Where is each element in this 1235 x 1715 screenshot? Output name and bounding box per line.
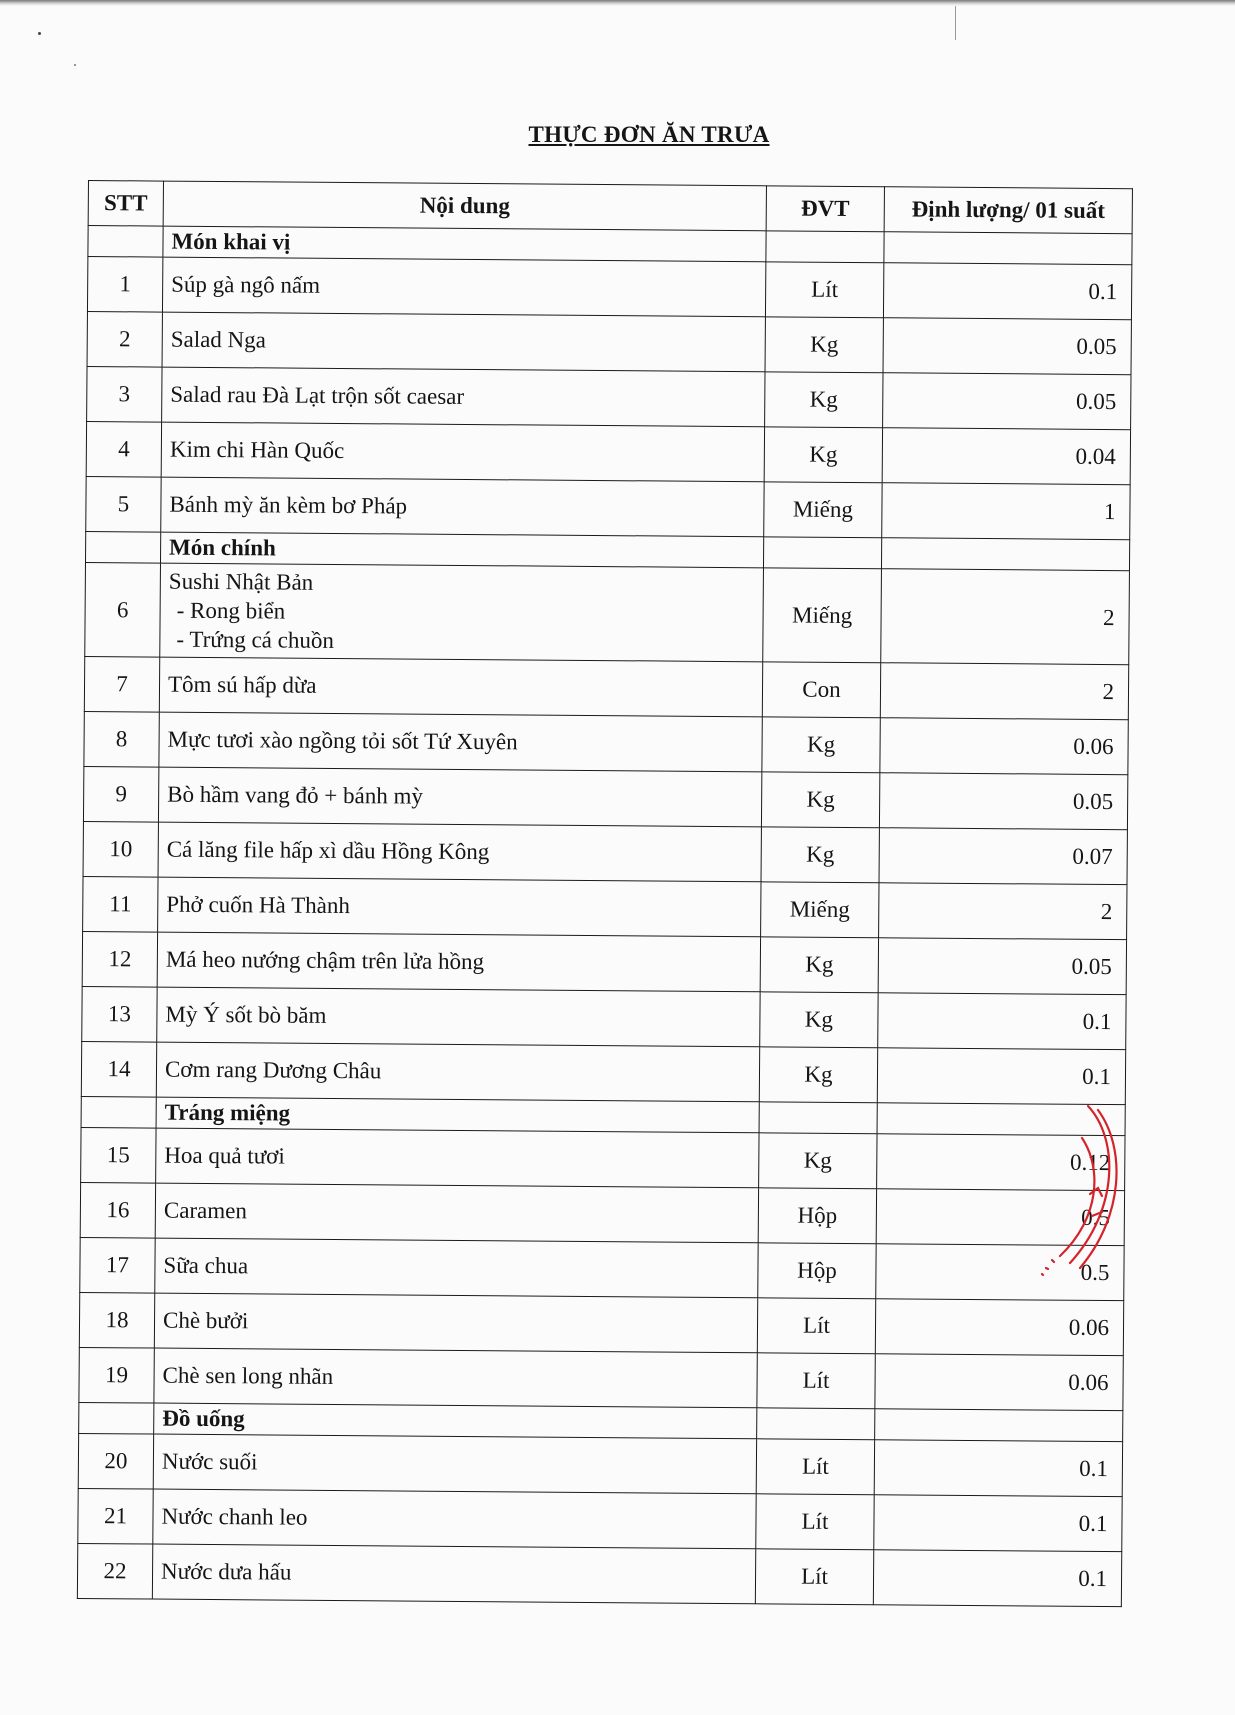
item-unit: Miếng xyxy=(764,482,882,538)
item-quantity: 0.1 xyxy=(877,1048,1125,1105)
item-unit: Lít xyxy=(755,1549,873,1605)
item-quantity: 0.05 xyxy=(878,938,1126,995)
table-row xyxy=(84,711,1128,774)
item-name: Salad Nga xyxy=(162,312,765,372)
item-quantity: 0.07 xyxy=(879,828,1127,885)
item-stt: 21 xyxy=(78,1488,153,1544)
item-quantity: 0.5 xyxy=(876,1189,1124,1246)
item-unit: Kg xyxy=(759,1047,877,1103)
item-unit: Kg xyxy=(762,717,880,773)
item-quantity: 0.1 xyxy=(883,263,1131,320)
section-unit-empty xyxy=(759,1102,877,1134)
item-name: Kim chi Hàn Quốc xyxy=(161,422,764,482)
item-stt: 8 xyxy=(84,711,159,767)
table-row xyxy=(81,1041,1125,1104)
section-stt-empty xyxy=(88,226,163,258)
item-name: Bánh mỳ ăn kèm bơ Pháp xyxy=(161,477,764,537)
table-row xyxy=(80,1182,1124,1245)
item-name: Chè sen long nhãn xyxy=(154,1348,757,1408)
item-sub-component: - Trứng cá chuồn xyxy=(176,626,334,653)
item-stt: 15 xyxy=(81,1127,156,1183)
item-quantity: 0.1 xyxy=(873,1550,1121,1607)
item-name: Bò hầm vang đỏ + bánh mỳ xyxy=(158,767,761,827)
table-row xyxy=(85,562,1130,664)
item-stt: 12 xyxy=(82,931,157,987)
item-quantity: 0.05 xyxy=(879,773,1127,830)
item-name: Mỳ Ý sốt bò băm xyxy=(157,987,760,1047)
item-stt: 6 xyxy=(85,562,161,657)
item-name: Sữa chua xyxy=(155,1238,758,1298)
section-title: Món chính xyxy=(160,532,763,568)
header-quantity: Định lượng/ 01 suất xyxy=(884,187,1132,234)
section-unit-empty xyxy=(763,537,881,569)
item-quantity: 0.04 xyxy=(882,428,1130,485)
item-unit: Lít xyxy=(765,262,883,318)
item-unit: Hộp xyxy=(758,1243,876,1299)
section-stt-empty xyxy=(81,1096,156,1128)
item-unit: Kg xyxy=(761,827,879,883)
table-row xyxy=(77,1543,1121,1606)
item-stt: 10 xyxy=(83,821,158,877)
item-unit: Kg xyxy=(765,317,883,373)
section-unit-empty xyxy=(757,1408,875,1440)
item-unit: Lít xyxy=(757,1353,875,1409)
section-title: Món khai vị xyxy=(163,226,766,262)
item-quantity: 0.5 xyxy=(876,1244,1124,1301)
item-name: Tôm sú hấp dừa xyxy=(159,657,762,717)
item-stt: 14 xyxy=(81,1041,156,1097)
item-unit: Lít xyxy=(756,1494,874,1550)
item-name: Súp gà ngô nấm xyxy=(162,257,765,317)
item-name: Mực tươi xào ngồng tỏi sốt Tứ Xuyên xyxy=(159,712,762,772)
item-quantity: 0.1 xyxy=(874,1495,1122,1552)
item-name: Chè bưởi xyxy=(154,1293,757,1353)
item-quantity: 2 xyxy=(880,663,1128,720)
item-stt: 5 xyxy=(86,476,161,532)
header-unit: ĐVT xyxy=(766,186,884,232)
item-quantity: 0.05 xyxy=(883,373,1131,430)
item-name: Cơm rang Dương Châu xyxy=(156,1042,759,1102)
item-quantity: 0.05 xyxy=(883,318,1131,375)
item-name: Nước dưa hấu xyxy=(152,1544,755,1604)
item-stt: 18 xyxy=(79,1292,154,1348)
section-qty-empty xyxy=(881,538,1129,571)
item-stt: 2 xyxy=(87,311,162,367)
scan-artifact xyxy=(955,6,956,40)
section-stt-empty xyxy=(85,531,160,563)
item-stt: 11 xyxy=(83,876,158,932)
scan-speck xyxy=(38,32,41,35)
section-qty-empty xyxy=(875,1409,1123,1442)
item-name: Caramen xyxy=(155,1183,758,1243)
item-stt: 4 xyxy=(86,421,161,477)
table-row xyxy=(82,986,1126,1049)
item-quantity: 0.1 xyxy=(874,1440,1122,1497)
item-stt: 7 xyxy=(84,656,159,712)
table-row xyxy=(79,1347,1123,1410)
item-unit: Kg xyxy=(764,427,882,483)
section-title: Tráng miệng xyxy=(156,1097,759,1133)
section-unit-empty xyxy=(766,231,884,263)
item-unit: Kg xyxy=(759,1133,877,1189)
item-unit: Lít xyxy=(756,1439,874,1495)
table-row xyxy=(87,311,1131,374)
table-row xyxy=(80,1237,1124,1300)
item-name: Sushi Nhật Bản xyxy=(168,568,314,595)
item-unit: Lít xyxy=(757,1298,875,1354)
table-row xyxy=(78,1488,1122,1551)
item-unit: Kg xyxy=(765,372,883,428)
table-row xyxy=(86,421,1130,484)
table-row xyxy=(86,476,1130,539)
item-stt: 16 xyxy=(80,1182,155,1238)
table-row xyxy=(79,1292,1123,1355)
item-quantity: 0.06 xyxy=(880,718,1128,775)
table-row xyxy=(78,1433,1122,1496)
item-name: Phở cuốn Hà Thành xyxy=(158,877,761,937)
menu-table xyxy=(77,180,1133,1607)
item-name: Má heo nướng chậm trên lửa hồng xyxy=(157,932,760,992)
page-title: THỰC ĐƠN ĂN TRƯA xyxy=(528,122,770,147)
item-quantity: 0.1 xyxy=(878,993,1126,1050)
item-name: Nước suối xyxy=(153,1434,756,1494)
section-qty-empty xyxy=(884,232,1132,265)
item-unit: Kg xyxy=(760,992,878,1048)
item-name: Cá lăng file hấp xì dầu Hồng Kông xyxy=(158,822,761,882)
item-quantity: 0.06 xyxy=(875,1354,1123,1411)
item-quantity: 0.12 xyxy=(877,1134,1125,1191)
table-row xyxy=(83,766,1127,829)
item-stt: 9 xyxy=(83,766,158,822)
table-row xyxy=(83,821,1127,884)
table-row xyxy=(83,876,1127,939)
item-quantity: 2 xyxy=(879,883,1127,940)
table-row xyxy=(87,366,1131,429)
scan-speck xyxy=(74,64,76,66)
item-unit: Miếng xyxy=(763,568,882,663)
section-stt-empty xyxy=(79,1402,154,1434)
item-name: Salad rau Đà Lạt trộn sốt caesar xyxy=(162,367,765,427)
table-row xyxy=(82,931,1126,994)
item-unit: Con xyxy=(762,662,880,718)
item-stt: 13 xyxy=(82,986,157,1042)
section-title: Đồ uống xyxy=(154,1403,757,1439)
section-qty-empty xyxy=(877,1103,1125,1136)
table-row xyxy=(84,656,1128,719)
item-stt: 19 xyxy=(79,1347,154,1403)
table-header xyxy=(88,181,1132,234)
item-name: Hoa quả tươi xyxy=(156,1128,759,1188)
header-stt: STT xyxy=(88,181,163,227)
table-row xyxy=(87,257,1131,320)
item-unit: Miếng xyxy=(761,882,879,938)
item-unit: Kg xyxy=(761,772,879,828)
item-quantity: 1 xyxy=(882,483,1130,540)
item-unit: Kg xyxy=(760,937,878,993)
item-quantity: 0.06 xyxy=(875,1299,1123,1356)
item-stt: 22 xyxy=(77,1543,152,1599)
item-stt: 3 xyxy=(87,366,162,422)
item-name-cell xyxy=(160,563,764,662)
item-stt: 1 xyxy=(87,257,162,313)
item-stt: 17 xyxy=(80,1237,155,1293)
item-quantity: 2 xyxy=(881,569,1130,665)
item-sub-component: - Rong biển xyxy=(176,597,286,624)
scan-edge xyxy=(0,0,1235,6)
table-body xyxy=(77,226,1132,1607)
item-unit: Hộp xyxy=(758,1188,876,1244)
table-row xyxy=(81,1127,1125,1190)
item-name: Nước chanh leo xyxy=(153,1489,756,1549)
header-content: Nội dung xyxy=(163,181,766,231)
item-stt: 20 xyxy=(78,1433,153,1489)
